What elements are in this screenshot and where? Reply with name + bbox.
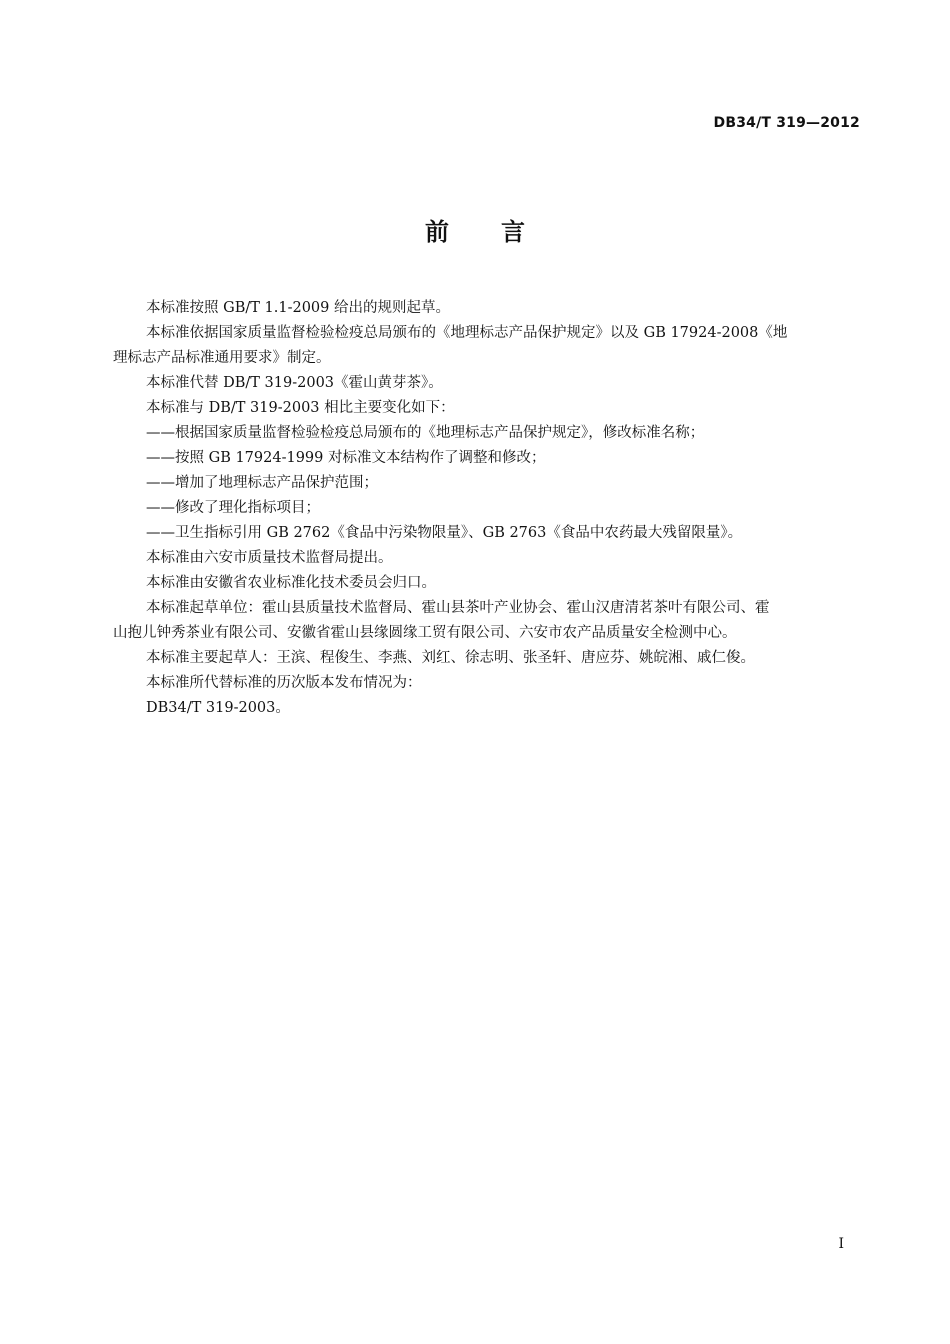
foreword-body [113,296,860,721]
paragraph-drafting-rule: 本标准按照 GB/T 1.1-2009 给出的规则起草。 [146,300,450,316]
title-char-1: 前 [425,218,449,246]
paragraph-drafters: 本标准主要起草人：王滨、程俊生、李燕、刘红、徐志明、张圣轩、唐应芬、姚皖湘、戚仁俊。 [146,650,755,666]
paragraph-basis-line1: 本标准依据国家质量监督检验检疫总局颁布的《地理标志产品保护规定》以及 GB 17924-2008《地 [146,325,788,341]
paragraph-history-version: DB34/T 319-2003。 [146,700,290,716]
paragraph-drafting-units-line2: 山抱儿钟秀茶业有限公司、安徽省霍山县缘圆缘工贸有限公司、六安市农产品质量安全检测中心。 [113,625,737,641]
change-item: ——按照 GB 17924-1999 对标准文本结构作了调整和修改； [146,450,546,466]
title-char-2: 言 [501,218,525,246]
paragraph-history-intro: 本标准所代替标准的历次版本发布情况为： [146,675,422,691]
paragraph-drafting-units-line1: 本标准起草单位：霍山县质量技术监督局、霍山县茶叶产业协会、霍山汉唐清茗茶叶有限公司、霍 [146,600,770,616]
paragraph-changes-intro: 本标准与 DB/T 319-2003 相比主要变化如下： [146,400,455,416]
paragraph-basis-line2: 理标志产品标准通用要求》制定。 [113,350,331,366]
paragraph-replaces: 本标准代替 DB/T 319-2003《霍山黄芽茶》。 [146,375,443,391]
change-item: ——增加了地理标志产品保护范围； [146,475,378,491]
page-title [0,212,950,247]
change-item: ——卫生指标引用 GB 2762《食品中污染物限量》、GB 2763《食品中农药最大残留限量》。 [146,525,743,541]
paragraph-centralized-by: 本标准由安徽省农业标准化技术委员会归口。 [146,575,436,591]
change-item: ——根据国家质量监督检验检疫总局颁布的《地理标志产品保护规定》，修改标准名称； [146,425,705,441]
paragraph-proposed-by: 本标准由六安市质量技术监督局提出。 [146,550,393,566]
standard-code: DB34/T 319—2012 [713,115,860,131]
page-number: I [838,1236,844,1252]
change-item: ——修改了理化指标项目； [146,500,320,516]
